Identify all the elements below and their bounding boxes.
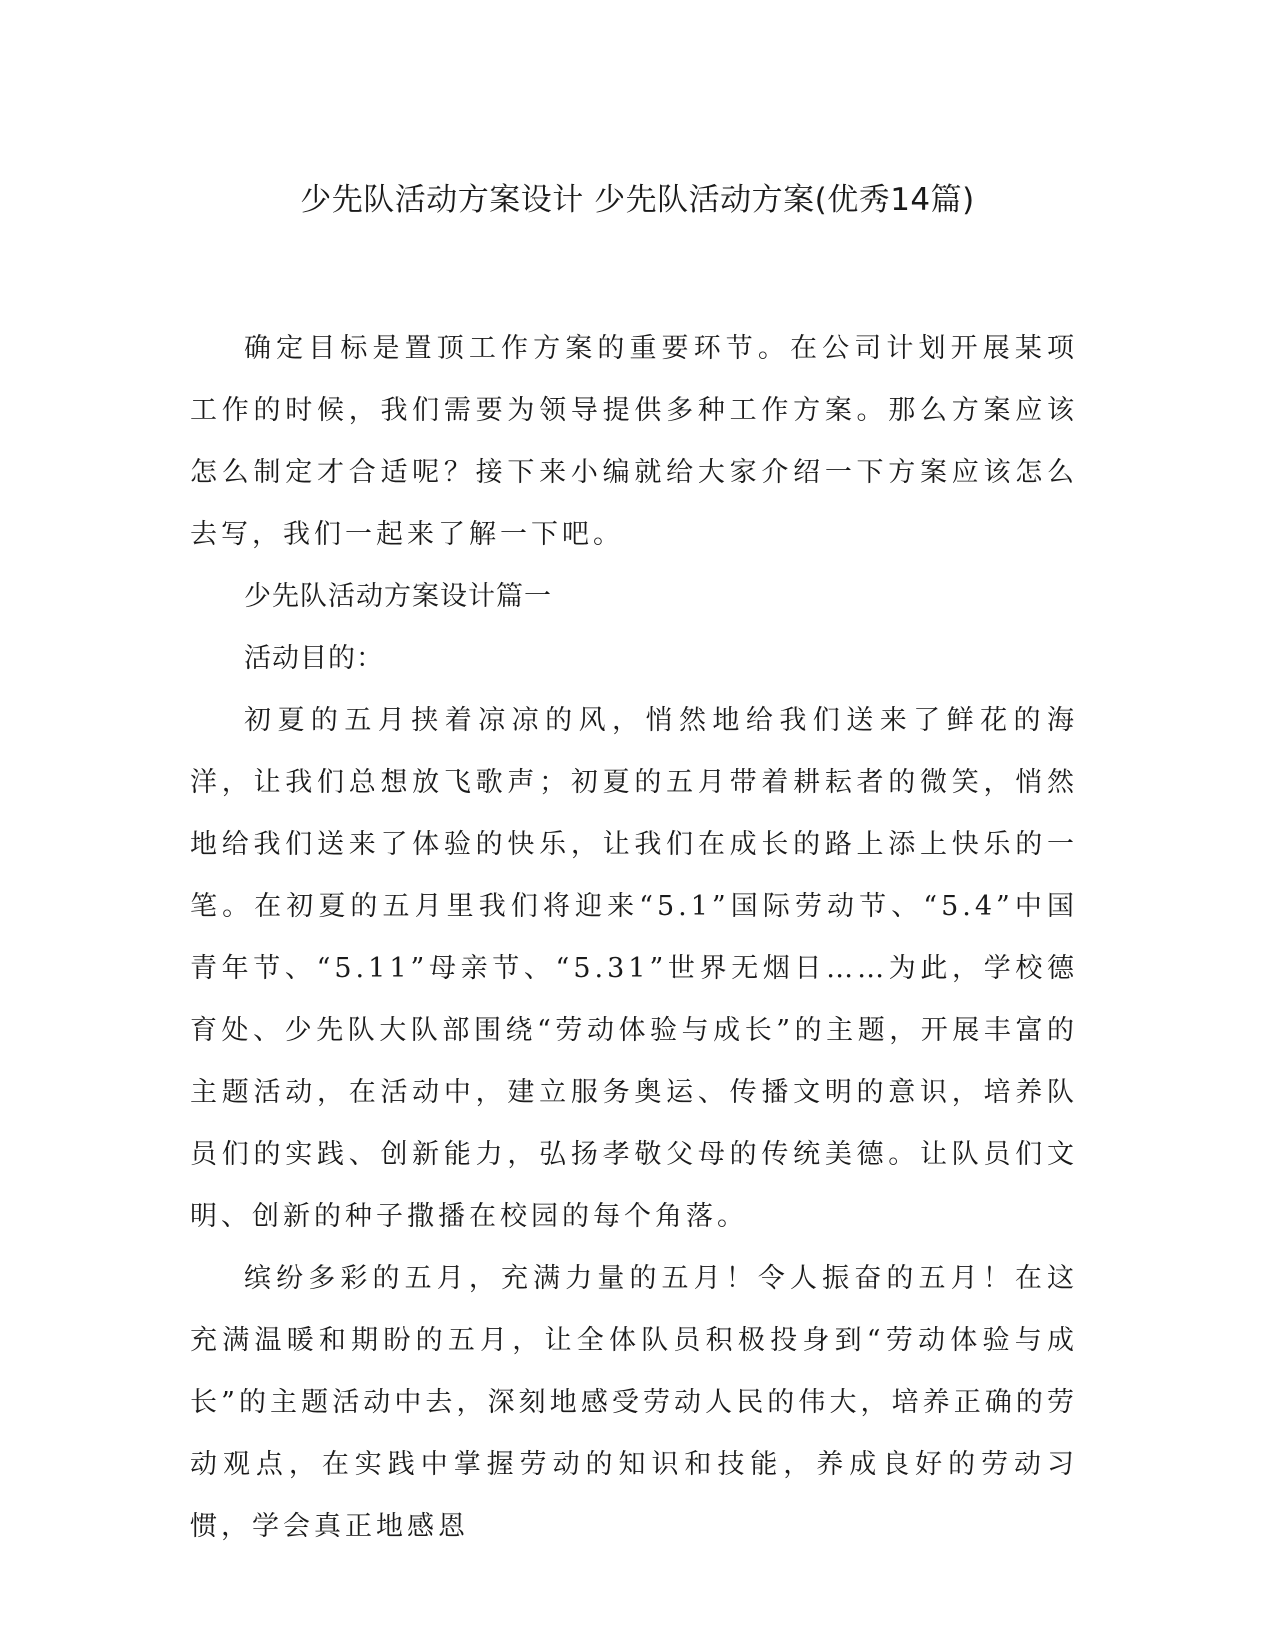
section-heading: 少先队活动方案设计篇一: [244, 581, 552, 612]
intro-paragraph: 确定目标是置顶工作方案的重要环节。在公司计划开展某项工作的时候，我们需要为领导提供多种工作方案。那么方案应该怎么制定才合适呢？接下来小编就给大家介绍一下方案应该怎么去写，我们一起来了解一下吧。: [190, 333, 1078, 550]
document-title: 少先队活动方案设计 少先队活动方案(优秀14篇): [300, 182, 975, 218]
body-paragraph: 缤纷多彩的五月，充满力量的五月！令人振奋的五月！在这充满温暖和期盼的五月，让全体队员积极投身到“劳动体验与成长”的主题活动中去，深刻地感受劳动人民的伟大，培养正确的劳动观点，在实践中掌握劳动的知识和技能，养成良好的劳动习惯，学会真正地感恩: [190, 1263, 1078, 1542]
document-body: [190, 318, 1078, 1558]
body-paragraph: 初夏的五月挟着凉凉的风，悄然地给我们送来了鲜花的海洋，让我们总想放飞歌声；初夏的五月带着耕耘者的微笑，悄然地给我们送来了体验的快乐，让我们在成长的路上添上快乐的一笔。在初夏的五月里我们将迎来“5.1”国际劳动节、“5.4”中国青年节、“5.11”母亲节、“5.31”世界无烟日……为此，学校德育处、少先队大队部围绕“劳动体验与成长”的主题，开展丰富的主题活动，在活动中，建立服务奥运、传播文明的意识，培养队员们的实践、创新能力，弘扬孝敬父母的传统美德。让队员们文明、创新的种子撒播在校园的每个角落。: [190, 705, 1078, 1232]
subsection-heading: 活动目的：: [244, 643, 384, 674]
